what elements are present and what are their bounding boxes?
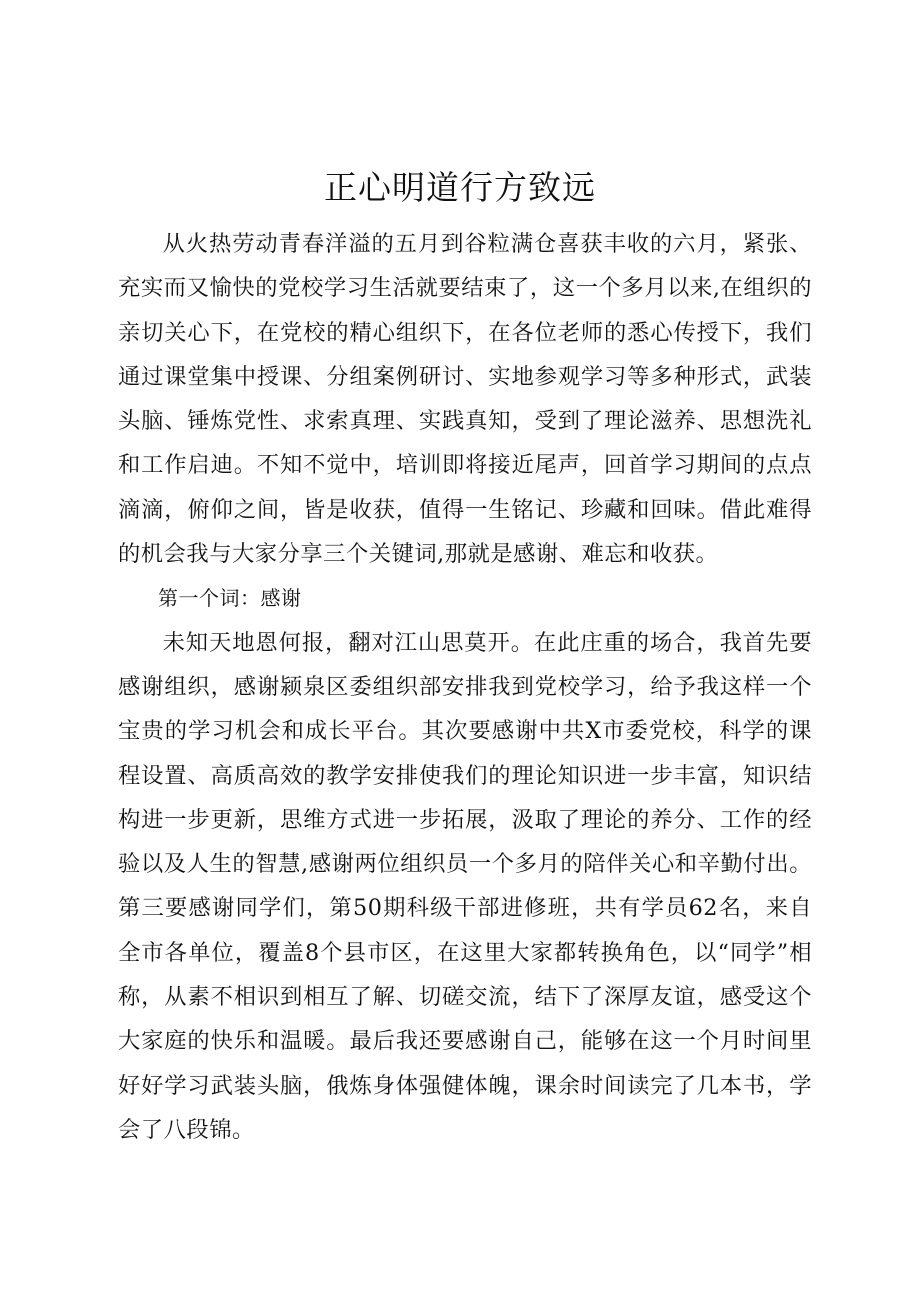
intro-paragraph: 从火热劳动青春洋溢的五月到谷粒满仓喜获丰收的六月，紧张、充实而又愉快的党校学习生活就要结束了，这一个多月以来,在组织的亲切关心下，在党校的精心组织下，在各位老师的悉心传授下，我们通过课堂集中授课、分组案例研讨、实地参观学习等多种形式，武装头脑、锤炼党性、求索真理、实践真知，受到了理论滋养、思想洗礼和工作启迪。不知不觉中，培训即将接近尾声，回首学习期间的点点滴滴，俯仰之间，皆是收获，值得一生铭记、珍藏和回味。借此难得的机会我与大家分享三个关键词,那就是感谢、难忘和收获。	[118, 231, 812, 568]
section-heading-thanks: 第一个词：感谢	[158, 586, 302, 611]
document-body	[118, 222, 812, 1152]
thanks-paragraph: 未知天地恩何报，翻对江山思莫开。在此庄重的场合，我首先要感谢组织，感谢颍泉区委组织部安排我到党校学习，给予我这样一个宝贵的学习机会和成长平台。其次要感谢中共X市委党校，科学的课程设置、高质高效的教学安排使我们的理论知识进一步丰富，知识结构进一步更新，思维方式进一步拓展，汲取了理论的养分、工作的经验以及人生的智慧,感谢两位组织员一个多月的陪伴关心和辛勤付出。第三要感谢同学们，第50期科级干部进修班，共有学员62名，来自全市各单位，覆盖8个县市区，在这里大家都转换角色，以“同学”相称，从素不相识到相互了解、切磋交流，结下了深厚友谊，感受这个大家庭的快乐和温暖。最后我还要感谢自己，能够在这一个月时间里好好学习武装头脑，俄炼身体强健体魄，课余时间读完了几本书，学会了八段锦。	[118, 629, 812, 1143]
document-title: 正心明道行方致远	[324, 168, 596, 207]
